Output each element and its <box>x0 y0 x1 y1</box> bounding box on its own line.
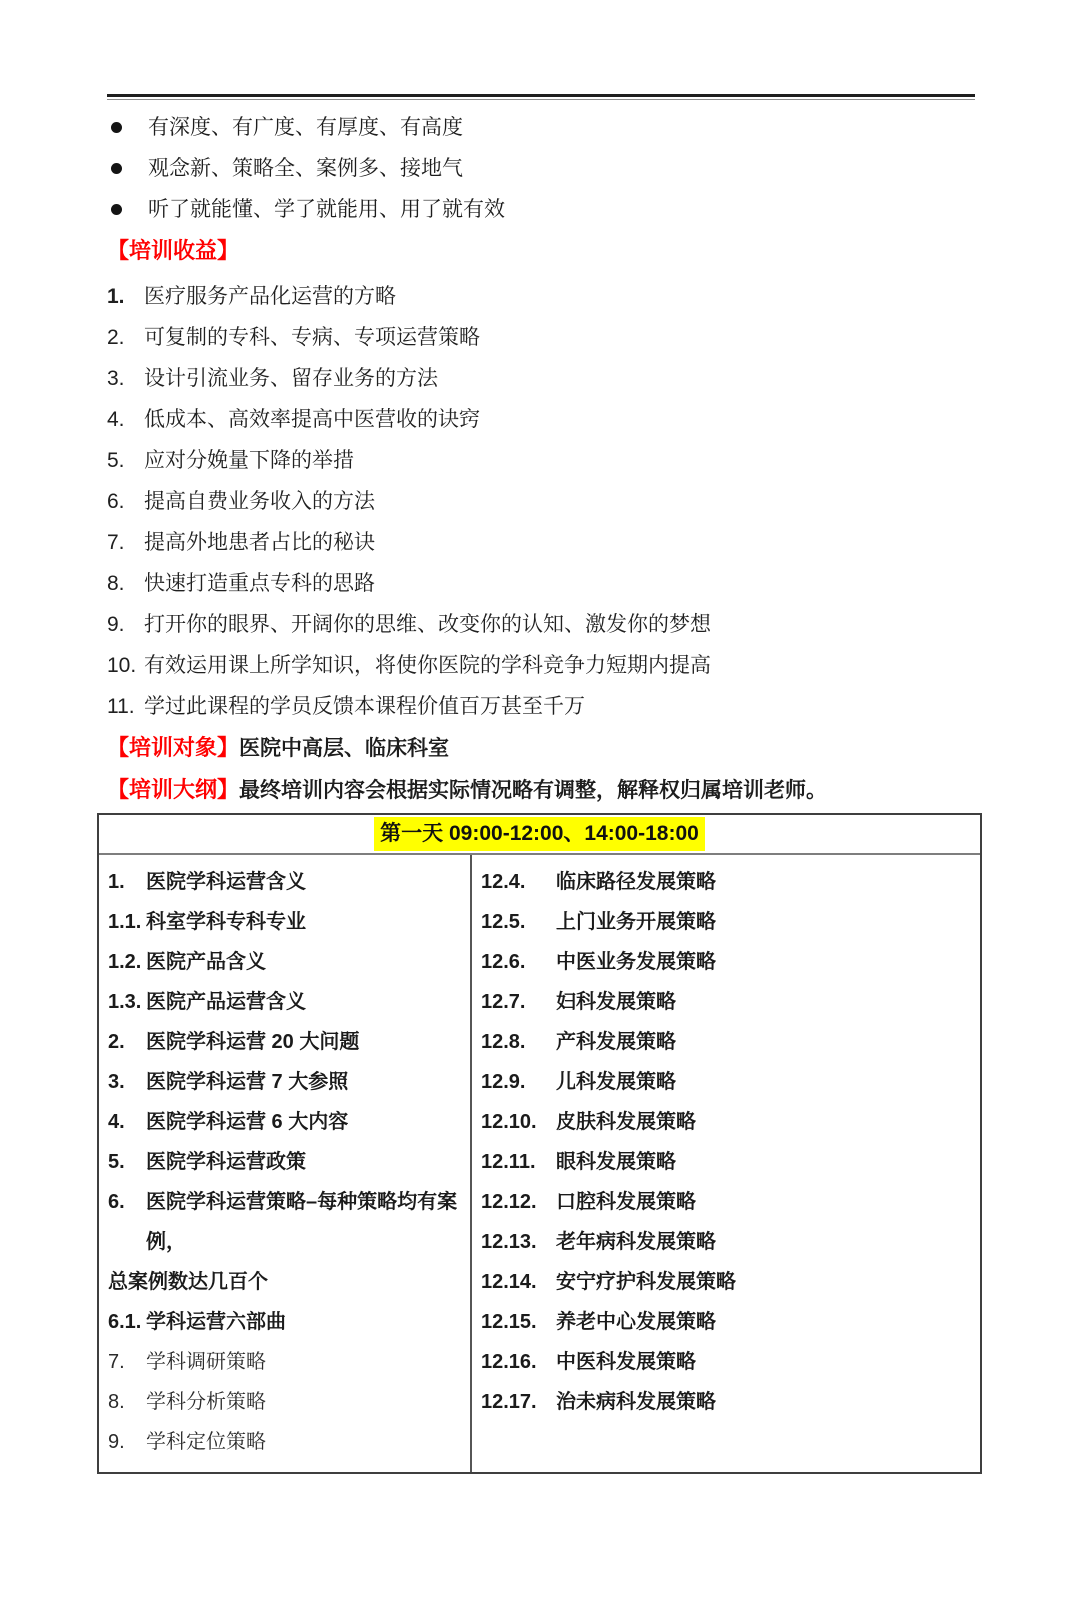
schedule-item <box>108 1022 462 1062</box>
benefit-item-text: 学过此课程的学员反馈本课程价值百万甚至千万 <box>144 695 585 718</box>
benefit-item-number: 4. <box>107 408 125 431</box>
schedule-item <box>108 1102 462 1142</box>
schedule-table-body <box>99 855 980 1472</box>
benefit-item-number: 8. <box>107 572 125 595</box>
schedule-item-text: 眼科发展策略 <box>556 1151 676 1173</box>
schedule-item-text: 医院产品运营含义 <box>146 991 306 1013</box>
schedule-item-number: 7. <box>108 1351 125 1373</box>
schedule-item-number: 3. <box>108 1071 125 1093</box>
benefit-item-text: 应对分娩量下降的举措 <box>144 449 354 472</box>
schedule-item-number: 12.10. <box>481 1111 537 1133</box>
outline-text: 最终培训内容会根据实际情况略有调整，解释权归属培训老师。 <box>239 779 828 802</box>
schedule-item <box>481 1142 972 1182</box>
schedule-item-text: 产科发展策略 <box>556 1031 676 1053</box>
benefits-list <box>107 276 975 727</box>
benefit-item-text: 有效运用课上所学知识，将使你医院的学科竞争力短期内提高 <box>144 654 711 677</box>
schedule-item-number: 1.3. <box>108 991 142 1013</box>
schedule-item-number: 12.6. <box>481 951 526 973</box>
schedule-item-text: 临床路径发展策略 <box>556 871 716 893</box>
schedule-left-column <box>99 855 472 1472</box>
benefit-item <box>107 522 975 563</box>
highlight-text: 有深度、有广度、有厚度、有高度 <box>148 116 463 139</box>
schedule-day1-header: 第一天 09:00-12:00、14:00-18:00 <box>374 817 705 851</box>
schedule-item-text: 医院学科运营 7 大参照 <box>146 1071 349 1093</box>
benefit-item <box>107 276 975 317</box>
schedule-item <box>108 1262 462 1302</box>
schedule-item-text: 妇科发展策略 <box>556 991 676 1013</box>
schedule-item-number: 6. <box>108 1191 125 1213</box>
schedule-item <box>481 1342 972 1382</box>
schedule-item <box>481 902 972 942</box>
schedule-item-text: 皮肤科发展策略 <box>556 1111 696 1133</box>
schedule-item <box>108 982 462 1022</box>
benefit-item-text: 设计引流业务、留存业务的方法 <box>144 367 438 390</box>
schedule-item-text: 医院学科运营含义 <box>146 871 306 893</box>
schedule-table-header-row <box>99 815 980 855</box>
benefit-item-number: 3. <box>107 367 125 390</box>
schedule-item-number: 12.5. <box>481 911 526 933</box>
schedule-item-number: 12.16. <box>481 1351 537 1373</box>
bullet-icon <box>111 122 122 133</box>
schedule-table <box>97 813 982 1474</box>
benefit-item-text: 提高外地患者占比的秘诀 <box>144 531 375 554</box>
schedule-item-text: 医院产品含义 <box>146 951 266 973</box>
schedule-item-text: 上门业务开展策略 <box>556 911 716 933</box>
schedule-item-number: 4. <box>108 1111 125 1133</box>
schedule-right-column <box>472 855 980 1472</box>
benefit-item-number: 7. <box>107 531 125 554</box>
schedule-item-text: 医院学科运营 6 大内容 <box>146 1111 349 1133</box>
benefit-item-number: 10. <box>107 654 137 677</box>
benefit-item-number: 5. <box>107 449 125 472</box>
schedule-item-text: 治未病科发展策略 <box>556 1391 716 1413</box>
benefit-item <box>107 317 975 358</box>
benefit-item-number: 9. <box>107 613 125 636</box>
benefit-item-text: 快速打造重点专科的思路 <box>144 572 375 595</box>
schedule-item-number: 1.2. <box>108 951 142 973</box>
schedule-item <box>108 1302 462 1342</box>
schedule-item-text: 总案例数达几百个 <box>108 1271 268 1293</box>
schedule-item-number: 5. <box>108 1151 125 1173</box>
schedule-item-number: 1. <box>108 871 125 893</box>
document-page <box>0 94 1080 1621</box>
highlight-item <box>107 189 975 230</box>
schedule-item <box>481 1222 972 1262</box>
header-rule <box>107 94 975 100</box>
schedule-item-text: 口腔科发展策略 <box>556 1191 696 1213</box>
schedule-item <box>481 982 972 1022</box>
schedule-item-text: 中医业务发展策略 <box>556 951 716 973</box>
schedule-item <box>481 1102 972 1142</box>
schedule-item-number: 1.1. <box>108 911 142 933</box>
schedule-item-text: 老年病科发展策略 <box>556 1231 716 1253</box>
schedule-item <box>108 1422 462 1462</box>
schedule-item-number: 6.1. <box>108 1311 142 1333</box>
schedule-item <box>108 1062 462 1102</box>
schedule-item-text: 学科分析策略 <box>146 1391 266 1413</box>
benefit-item-text: 可复制的专科、专病、专项运营策略 <box>144 326 480 349</box>
highlight-item <box>107 148 975 189</box>
schedule-item-number: 12.12. <box>481 1191 537 1213</box>
benefit-item-text: 打开你的眼界、开阔你的思维、改变你的认知、激发你的梦想 <box>144 613 711 636</box>
highlights-list <box>107 107 975 230</box>
benefit-item <box>107 563 975 604</box>
benefits-heading-line <box>107 230 975 272</box>
schedule-item <box>108 1342 462 1382</box>
outline-line <box>107 769 975 811</box>
outline-label: 【培训大纲】 <box>107 777 240 802</box>
schedule-item-text: 中医科发展策略 <box>556 1351 696 1373</box>
schedule-item-number: 2. <box>108 1031 125 1053</box>
benefit-item <box>107 604 975 645</box>
schedule-item-number: 12.17. <box>481 1391 537 1413</box>
benefit-item <box>107 399 975 440</box>
benefit-item-text: 提高自费业务收入的方法 <box>144 490 375 513</box>
schedule-item-text: 科室学科专科专业 <box>146 911 306 933</box>
schedule-item <box>108 942 462 982</box>
highlight-text: 观念新、策略全、案例多、接地气 <box>148 157 463 180</box>
schedule-item-text: 医院学科运营策略–每种策略均有案例， <box>146 1191 458 1253</box>
header-rule-thick-line <box>107 94 975 97</box>
bullet-icon <box>111 163 122 174</box>
schedule-item-text: 医院学科运营 20 大问题 <box>146 1031 360 1053</box>
audience-label: 【培训对象】 <box>107 735 240 760</box>
schedule-item-number: 12.15. <box>481 1311 537 1333</box>
schedule-item-number: 12.14. <box>481 1271 537 1293</box>
schedule-item-text: 安宁疗护科发展策略 <box>556 1271 736 1293</box>
document-content <box>0 94 1080 1474</box>
benefits-heading: 【培训收益】 <box>107 238 240 263</box>
highlight-item <box>107 107 975 148</box>
schedule-item <box>481 1302 972 1342</box>
schedule-item-text: 学科调研策略 <box>146 1351 266 1373</box>
schedule-item <box>108 862 462 902</box>
schedule-item <box>481 1062 972 1102</box>
benefit-item <box>107 440 975 481</box>
schedule-item-number: 12.4. <box>481 871 526 893</box>
schedule-item <box>481 1182 972 1222</box>
benefit-item <box>107 481 975 522</box>
schedule-item-number: 12.8. <box>481 1031 526 1053</box>
bullet-icon <box>111 204 122 215</box>
benefit-item <box>107 358 975 399</box>
schedule-item-number: 9. <box>108 1431 125 1453</box>
schedule-item <box>108 902 462 942</box>
benefit-item <box>107 686 975 727</box>
schedule-item-text: 医院学科运营政策 <box>146 1151 306 1173</box>
schedule-item-text: 儿科发展策略 <box>556 1071 676 1093</box>
audience-text: 医院中高层、临床科室 <box>239 737 450 760</box>
benefit-item-number: 6. <box>107 490 125 513</box>
schedule-item-number: 8. <box>108 1391 125 1413</box>
schedule-item <box>481 1382 972 1422</box>
schedule-item <box>108 1382 462 1422</box>
benefit-item-text: 低成本、高效率提高中医营收的诀窍 <box>144 408 480 431</box>
benefit-item-number: 11. <box>107 695 135 718</box>
benefit-item-number: 1. <box>107 285 125 308</box>
schedule-item <box>481 942 972 982</box>
schedule-item <box>108 1182 462 1262</box>
audience-line <box>107 727 975 769</box>
schedule-item-number: 12.13. <box>481 1231 537 1253</box>
benefit-item-text: 医疗服务产品化运营的方略 <box>144 285 396 308</box>
schedule-item <box>481 862 972 902</box>
schedule-item-text: 养老中心发展策略 <box>556 1311 716 1333</box>
schedule-item <box>481 1022 972 1062</box>
schedule-item <box>481 1262 972 1302</box>
schedule-item-number: 12.9. <box>481 1071 526 1093</box>
schedule-item-text: 学科运营六部曲 <box>146 1311 286 1333</box>
schedule-item-number: 12.7. <box>481 991 526 1013</box>
schedule-item-number: 12.11. <box>481 1151 536 1173</box>
highlight-text: 听了就能懂、学了就能用、用了就有效 <box>148 198 505 221</box>
schedule-item <box>108 1142 462 1182</box>
header-rule-thin-line <box>107 99 975 100</box>
benefit-item <box>107 645 975 686</box>
benefit-item-number: 2. <box>107 326 125 349</box>
schedule-item-text: 学科定位策略 <box>146 1431 266 1453</box>
